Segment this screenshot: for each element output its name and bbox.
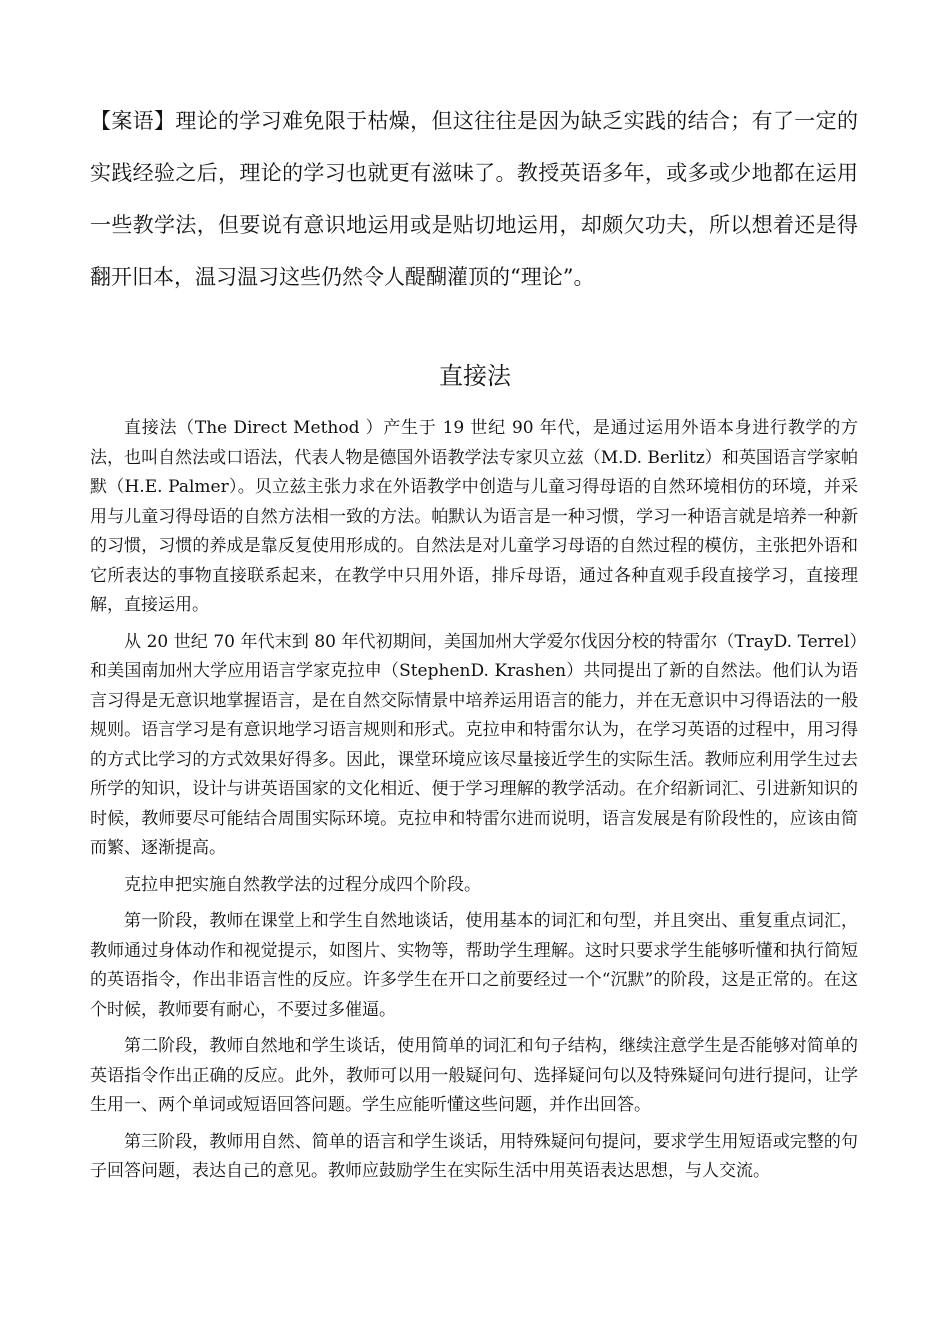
paragraph-5: 第二阶段，教师自然地和学生谈话，使用简单的词汇和句子结构，继续注意学生是否能够对简单的英语指令作出正确的反应。此外，教师可以用一般疑问句、选择疑问句以及特殊疑问句进行提问，让学生用一、两个单词或短语回答问题。学生应能听懂这些问题，并作出回答。 <box>90 1036 858 1115</box>
paragraph-3: 克拉申把实施自然教学法的过程分成四个阶段。 <box>124 874 481 895</box>
section-title: 直接法 <box>439 362 511 390</box>
paragraph-1: 直接法（The Direct Method ）产生于 19 世纪 90 年代，是通过运用外语本身进行教学的方法，也叫自然法或口语法，代表人物是德国外语教学法专家贝立兹（M.D. Berlitz）和英国语言学家帕默（H.E. Palmer）。贝立兹主张力求在外语教学中创造与儿童习得母语的自然环境相仿的环境，并采用与儿童习得母语的自然方法相一致的方法。帕默认为语言是一种习惯，学习一种语言就是培养一种新的习惯，习惯的养成是靠反复使用形成的。自然法是对儿童学习母语的自然过程的模仿，主张把外语和它所表达的事物直接联系起来，在教学中只用外语，排斥母语，通过各种直观手段直接学习，直接理解，直接运用。 <box>90 418 858 615</box>
paragraph-2: 从 20 世纪 70 年代末到 80 年代初期间，美国加州大学爱尔伐因分校的特雷尔（TrayD. Terrel）和美国南加州大学应用语言学家克拉申（StephenD. Krashen）共同提出了新的自然法。他们认为语言习得是无意识地掌握语言，是在自然交际情景中培养运用语言的能力，并在无意识中习得语法的一般规则。语言学习是有意识地学习语言规则和形式。克拉申和特雷尔认为，在学习英语的过程中，用习得的方式比学习的方式效果好得多。因此，课堂环境应该尽量接近学生的实际生活。教师应利用学生过去所学的知识，设计与讲英语国家的文化相近、便于学习理解的教学活动。在介绍新词汇、引进新知识的时候，教师要尽可能结合周围实际环境。克拉申和特雷尔进而说明，语言发展是有阶段性的，应该由简而繁、逐渐提高。 <box>90 631 858 858</box>
section-body <box>90 414 858 1194</box>
paragraph-4: 第一阶段，教师在课堂上和学生自然地谈话，使用基本的词汇和句型，并且突出、重复重点词汇，教师通过身体动作和视觉提示，如图片、实物等，帮助学生理解。这时只要求学生能够听懂和执行简短的英语指令，作出非语言性的反应。许多学生在开口之前要经过一个“沉默”的阶段，这是正常的。在这个时候，教师要有耐心，不要过多催逼。 <box>90 911 858 1020</box>
intro-note: 【案语】理论的学习难免限于枯燥，但这往往是因为缺乏实践的结合；有了一定的实践经验之后，理论的学习也就更有滋味了。教授英语多年，或多或少地都在运用一些教学法，但要说有意识地运用或是贴切地运用，却颇欠功夫，所以想着还是得翻开旧本，温习温习这些仍然令人醍醐灌顶的“理论”。 <box>90 109 858 289</box>
paragraph-6: 第三阶段，教师用自然、简单的语言和学生谈话，用特殊疑问句提问，要求学生用短语或完整的句子回答问题，表达自己的意见。教师应鼓励学生在实际生活中用英语表达思想，与人交流。 <box>90 1131 858 1181</box>
